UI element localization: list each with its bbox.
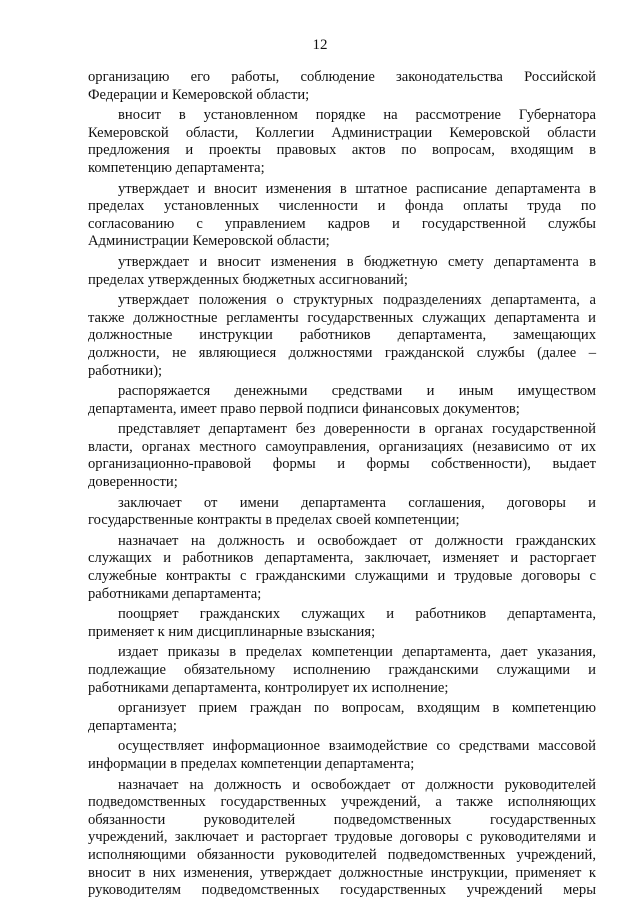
text-line: вносит в них изменения, утверждает должностные инструкции, применяет к	[88, 864, 596, 881]
text-line: служащих и работников департамента, заключает, изменяет и расторгает	[88, 550, 596, 567]
text-line: Федерации и Кемеровской области;	[88, 86, 310, 103]
text-line: представляет департамент без доверенности в органах государственной	[118, 421, 596, 438]
paragraph	[88, 738, 596, 773]
text-line: пределах установленных численности и фонда оплаты труда по	[88, 198, 596, 215]
paragraph	[88, 644, 596, 697]
text-line: утверждает и вносит изменения в штатное расписание департамента в	[118, 180, 596, 197]
paragraph	[88, 700, 596, 735]
text-line: должности, не являющиеся должностями гражданской службы (далее –	[88, 344, 596, 361]
text-line: доверенности;	[88, 474, 178, 491]
text-line: информации в пределах компетенции департамента;	[88, 755, 415, 772]
text-line: назначает на должность и освобождает от должности гражданских	[118, 532, 596, 549]
text-line: организует прием граждан по вопросам, входящим в компетенцию	[118, 700, 596, 717]
text-line: организацию его работы, соблюдение законодательства Российской	[88, 69, 596, 85]
text-line: применяет к ним дисциплинарные взыскания;	[88, 623, 376, 640]
text-line: согласованию с управлением кадров и государственной службы	[88, 215, 596, 232]
text-line: исполняющими обязанности руководителей подведомственных учреждений,	[88, 846, 596, 863]
text-line: Кемеровской области, Коллегии Администрации Кемеровской области	[88, 124, 596, 141]
text-line: заключает от имени департамента соглашения, договоры и	[118, 494, 596, 511]
text-line: государственные контракты в пределах своей компетенции;	[88, 512, 460, 529]
paragraph	[88, 777, 596, 900]
text-line: распоряжается денежными средствами и иным имуществом	[118, 383, 596, 400]
paragraph	[88, 606, 596, 641]
text-line: поощряет гражданских служащих и работников департамента,	[118, 606, 596, 623]
text-line: предложения и проекты правовых актов по вопросам, входящим в	[88, 142, 596, 159]
text-line: вносит в установленном порядке на рассмотрение Губернатора	[118, 107, 596, 124]
paragraph	[88, 181, 596, 251]
text-line: учреждений, заключает и расторгает трудовые договоры с руководителями и	[88, 829, 596, 846]
paragraph	[88, 254, 596, 289]
text-line: пределах утвержденных бюджетных ассигнований;	[88, 271, 408, 288]
text-line: работники);	[88, 362, 163, 379]
page-number: 12	[312, 37, 328, 53]
text-line: назначает на должность и освобождает от должности руководителей	[118, 776, 596, 793]
text-line: также должностные регламенты государственных служащих департамента и	[88, 309, 596, 326]
text-line: работниками департамента, контролирует их исполнение;	[88, 679, 449, 696]
text-line: департамента;	[88, 717, 177, 734]
text-line: осуществляет информационное взаимодействие со средствами массовой	[118, 738, 596, 755]
text-line: руководителям подведомственных государственных учреждений меры	[88, 882, 596, 899]
text-line: обязанности руководителей подведомственных государственных	[88, 811, 596, 828]
paragraph	[88, 292, 596, 380]
paragraph	[88, 421, 596, 491]
text-line: компетенцию департамента;	[88, 159, 265, 176]
text-line: департамента, имеет право первой подписи финансовых документов;	[88, 400, 520, 417]
paragraph	[88, 495, 596, 530]
text-line: подлежащие обязательному исполнению гражданскими служащими и	[88, 662, 596, 678]
text-line: власти, органах местного самоуправления, организациях (независимо от их	[88, 438, 596, 455]
text-line: подведомственных государственных учреждений, а также исполняющих	[88, 794, 596, 811]
text-line: Администрации Кемеровской области;	[88, 233, 330, 250]
text-line: утверждает и вносит изменения в бюджетную смету департамента в	[118, 253, 596, 270]
text-line: организационно-правовой формы и формы собственности), выдает	[88, 456, 596, 473]
text-line: работниками департамента;	[88, 585, 262, 602]
text-line: утверждает положения о структурных подразделениях департамента, а	[118, 292, 596, 309]
text-line: служебные контракты с гражданскими служащими и трудовые договоры с	[88, 568, 596, 585]
paragraph	[88, 69, 596, 104]
paragraph	[88, 533, 596, 603]
paragraph	[88, 383, 596, 418]
text-line: издает приказы в пределах компетенции департамента, дает указания,	[118, 644, 596, 661]
text-line: должностные инструкции работников департамента, замещающих	[88, 327, 596, 344]
paragraph	[88, 107, 596, 177]
document-body	[88, 69, 596, 903]
